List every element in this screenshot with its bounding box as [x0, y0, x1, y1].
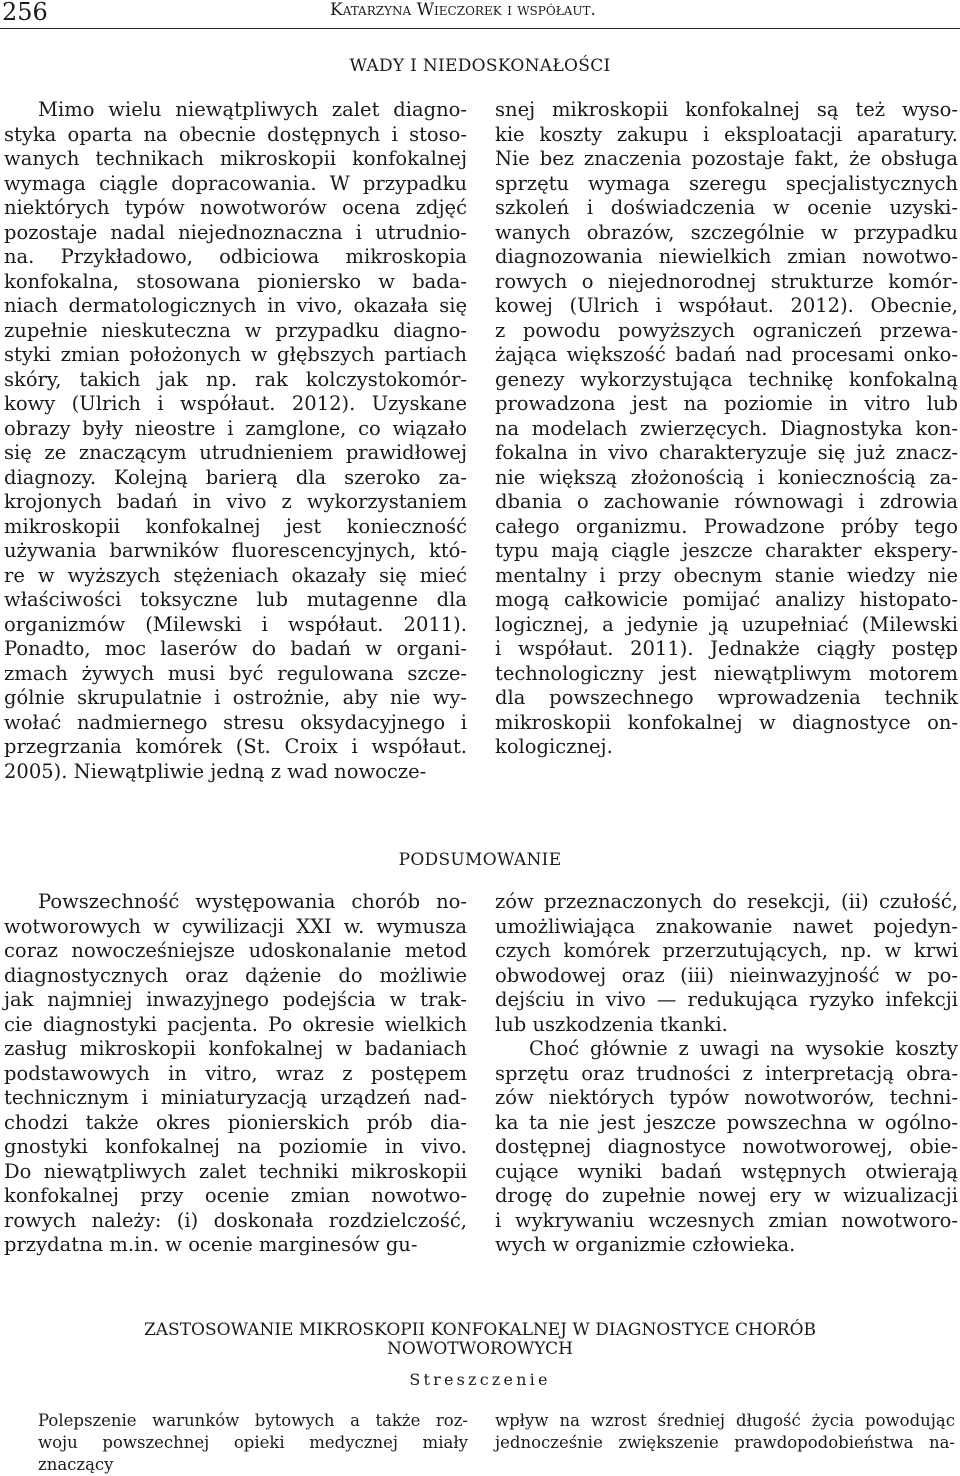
text-line: drogę do zupełnie nowej ery w wizualizacji	[495, 1184, 958, 1207]
text-line: gólnie skrupulatnie i ostrożnie, aby nie wy-	[4, 686, 467, 709]
text-line: kologicznej.	[495, 735, 613, 758]
text-line: wych w organizmie człowieka.	[495, 1233, 796, 1256]
text-line: dostępnej diagnostyce nowotworowej, obie-	[495, 1135, 958, 1158]
text-line: umożliwiająca znakowanie nawet pojedyn-	[495, 914, 958, 938]
text-line: konfokalnej przy ocenie zmian nowotwo-	[4, 1184, 467, 1207]
abstract-right-column	[495, 1410, 955, 1454]
abstract-left-column	[38, 1410, 468, 1476]
running-head: Katarzyna Wieczorek i współaut.	[330, 0, 596, 20]
text-line: cujące wyniki badań wstępnych otwierają	[495, 1159, 958, 1183]
text-line: i wykrywaniu wczesnych zmian nowotworo-	[495, 1208, 958, 1232]
abstract-subtitle: Streszczenie	[409, 1370, 551, 1389]
text-line: Mimo wielu niewątpliwych zalet diagno-	[38, 98, 467, 121]
section2-right-column	[495, 890, 958, 1258]
text-line: i współaut. 2011). Jednakże ciągły postęp	[495, 637, 958, 660]
text-line: chodzi także okres pionierskich prób dia-	[4, 1110, 467, 1134]
text-line: niektórych typów nowotworów ocena zdjęć	[4, 196, 467, 219]
text-line: mikroskopii konfokalnej w diagnostyce on-	[495, 710, 958, 734]
text-line: typu mają ciągle jeszcze charakter ekspery-	[495, 539, 958, 562]
text-line: całego organizmu. Prowadzone próby tego	[495, 514, 958, 538]
text-line: Ponadto, moc laserów do badań w organi-	[4, 637, 467, 660]
text-line: rowych o niejednorodnej strukturze komór-	[495, 269, 958, 293]
text-line: nie większą złożonością i koniecznością za-	[495, 465, 958, 489]
text-line: technologiczny jest niewątpliwym motorem	[495, 661, 958, 685]
text-line: wymaga ciągle dopracowania. W przypadku	[4, 171, 467, 195]
text-line: diagnozowania niewielkich zmian nowotwo-	[495, 245, 958, 268]
text-line: czych komórek przerzutujących, np. w krwi	[495, 939, 958, 962]
text-line: wołać nadmiernego stresu oksydacyjnego i	[4, 710, 467, 734]
text-line: fokalna in vivo charakteryzuje się już znacz-	[495, 441, 958, 464]
running-header	[0, 0, 960, 29]
text-line: snej mikroskopii konfokalnej są też wyso-	[495, 98, 958, 121]
text-line: na modelach zwierzęcych. Diagnostyka kon-	[495, 416, 958, 440]
text-line: cie diagnostyki pacjenta. Po okresie wielkich	[4, 1012, 467, 1036]
text-line: zów niektórych typów nowotworów, techni-	[495, 1086, 958, 1109]
text-line: 2005). Niewątpliwie jedną z wad nowocze-	[4, 759, 427, 783]
text-line: Do niewątpliwych zalet techniki mikroskopii	[4, 1159, 467, 1183]
text-line: technicznym i miniaturyzacją urządzeń nad-	[4, 1086, 467, 1109]
section1-left-column	[4, 98, 467, 784]
text-line: na. Przykładowo, odbiciowa mikroskopia	[4, 245, 467, 268]
text-line: organizmów (Milewski i współaut. 2011).	[4, 612, 467, 636]
abstract-line: wpływ na wzrost średniej długość życia powodując	[495, 1411, 955, 1430]
text-line: diagnozy. Kolejną barierą dla szeroko za-	[4, 465, 467, 489]
text-line: genezy wykorzystująca technikę konfokalną	[495, 367, 958, 391]
text-line: Nie bez znaczenia pozostaje fakt, że obsługa	[495, 147, 958, 170]
text-line: obwodowej oraz (iii) nieinwazyjność w po-	[495, 963, 958, 987]
text-line: coraz nowocześniejsze udoskonalanie metod	[4, 939, 467, 962]
text-line: dejściu in vivo — redukująca ryzyko infekcji	[495, 988, 958, 1011]
text-line: Choć głównie z uwagi na wysokie koszty	[529, 1037, 958, 1060]
section1-right-column	[495, 98, 958, 760]
abstract-line: jednocześnie zwiększenie prawdopodobieństwa na-	[495, 1433, 955, 1452]
text-line: zów przeznaczonych do resekcji, (ii) czułość,	[495, 890, 958, 913]
text-line: Powszechność występowania chorób no-	[38, 890, 467, 913]
abstract-title-line1: ZASTOSOWANIE MIKROSKOPII KONFOKALNEJ W DIAGNOSTYCE CHORÓB	[143, 1320, 817, 1340]
text-line: podstawowych in vitro, wraz z postępem	[4, 1061, 467, 1085]
text-line: prowadzona jest na poziomie in vitro lub	[495, 392, 958, 415]
text-line: zmach żywych musi być regulowana szcze-	[4, 661, 467, 685]
text-line: kie koszty zakupu i eksploatacji aparatury.	[495, 122, 958, 146]
text-line: dla powszechnego wprowadzenia technik	[495, 686, 958, 709]
abstract-line: woju powszechnej opieki medycznej miały znaczący	[38, 1433, 468, 1474]
text-line: mentalny i przy obecnym stanie wiedzy nie	[495, 563, 958, 587]
text-line: konfokalna, stosowana pioniersko w bada-	[4, 269, 467, 293]
abstract-title-line2: NOWOTWOROWYCH	[387, 1339, 573, 1359]
text-line: re w wyższych stężeniach okazały się mieć	[4, 563, 467, 587]
text-line: pozostaje nadal niejednoznaczna i utrudnio-	[4, 220, 467, 244]
text-line: kowy (Ulrich i współaut. 2012). Uzyskane	[4, 392, 467, 415]
text-line: styki zmian położonych w głębszych partiach	[4, 343, 467, 366]
text-line: ka ta nie jest jeszcze powszechna w ogólno-	[495, 1110, 958, 1134]
text-line: z powodu powyższych ograniczeń przewa-	[495, 318, 958, 342]
text-line: zasług mikroskopii konfokalnej w badaniach	[4, 1037, 467, 1060]
section2-left-column	[4, 890, 467, 1258]
text-line: używania barwników fluorescencyjnych, któ-	[4, 539, 467, 562]
text-line: się ze znaczącym utrudnieniem prawidłowej	[4, 441, 467, 464]
text-line: rowych należy: (i) doskonała rozdzielczość,	[4, 1208, 467, 1232]
text-line: dbania o zachowanie równowagi i zdrowia	[495, 490, 958, 513]
text-line: krojonych badań in vivo z wykorzystaniem	[4, 490, 467, 513]
text-line: wanych obrazów, szczególnie w przypadku	[495, 220, 958, 244]
text-line: szkoleń i doświadczenia w ocenie uzyski-	[495, 196, 958, 219]
text-line: sprzętu wymaga szeregu specjalistycznych	[495, 171, 958, 195]
text-line: lub uszkodzenia tkanki.	[495, 1012, 728, 1036]
text-line: mikroskopii konfokalnej jest konieczność	[4, 514, 467, 538]
text-line: mogą całkowicie pomijać analizy histopato-	[495, 588, 958, 611]
abstract-line: Polepszenie warunków bytowych a także roz-	[38, 1411, 468, 1430]
text-line: styka oparta na obecnie dostępnych i stoso-	[4, 122, 467, 146]
text-line: skóry, takich jak np. rak kolczystokomór-	[4, 367, 467, 391]
section-title-podsumowanie: PODSUMOWANIE	[398, 850, 562, 870]
text-line: wanych technikach mikroskopii konfokalnej	[4, 147, 467, 170]
text-line: żająca większość badań nad procesami onko-	[495, 343, 958, 366]
text-line: właściwości toksyczne lub mutagenne dla	[4, 588, 467, 611]
text-line: gnostyki konfokalnej na poziomie in vivo.	[4, 1135, 467, 1158]
text-line: obrazy były nieostre i zamglone, co wiązało	[4, 416, 467, 440]
text-line: wotworowych w cywilizacji XXI w. wymusza	[4, 914, 467, 938]
text-line: zupełnie nieskuteczna w przypadku diagno-	[4, 318, 467, 342]
text-line: przegrzania komórek (St. Croix i współaut.	[4, 735, 467, 758]
text-line: niach dermatologicznych in vivo, okazała się	[4, 294, 467, 317]
text-line: przydatna m.in. w ocenie marginesów gu-	[4, 1233, 418, 1256]
text-line: sprzętu oraz trudności z interpretacją obra-	[495, 1061, 958, 1085]
text-line: logicznej, a jedynie ją uzupełniać (Milewski	[495, 612, 958, 636]
text-line: jak najmniej inwazyjnego podejścia w trak-	[4, 988, 467, 1011]
text-line: kowej (Ulrich i współaut. 2012). Obecnie,	[495, 294, 958, 317]
page-number: 256	[2, 0, 48, 26]
text-line: diagnostycznych oraz dążenie do możliwie	[4, 963, 467, 987]
section-title-wady: WADY I NIEDOSKONAŁOŚCI	[349, 56, 611, 76]
